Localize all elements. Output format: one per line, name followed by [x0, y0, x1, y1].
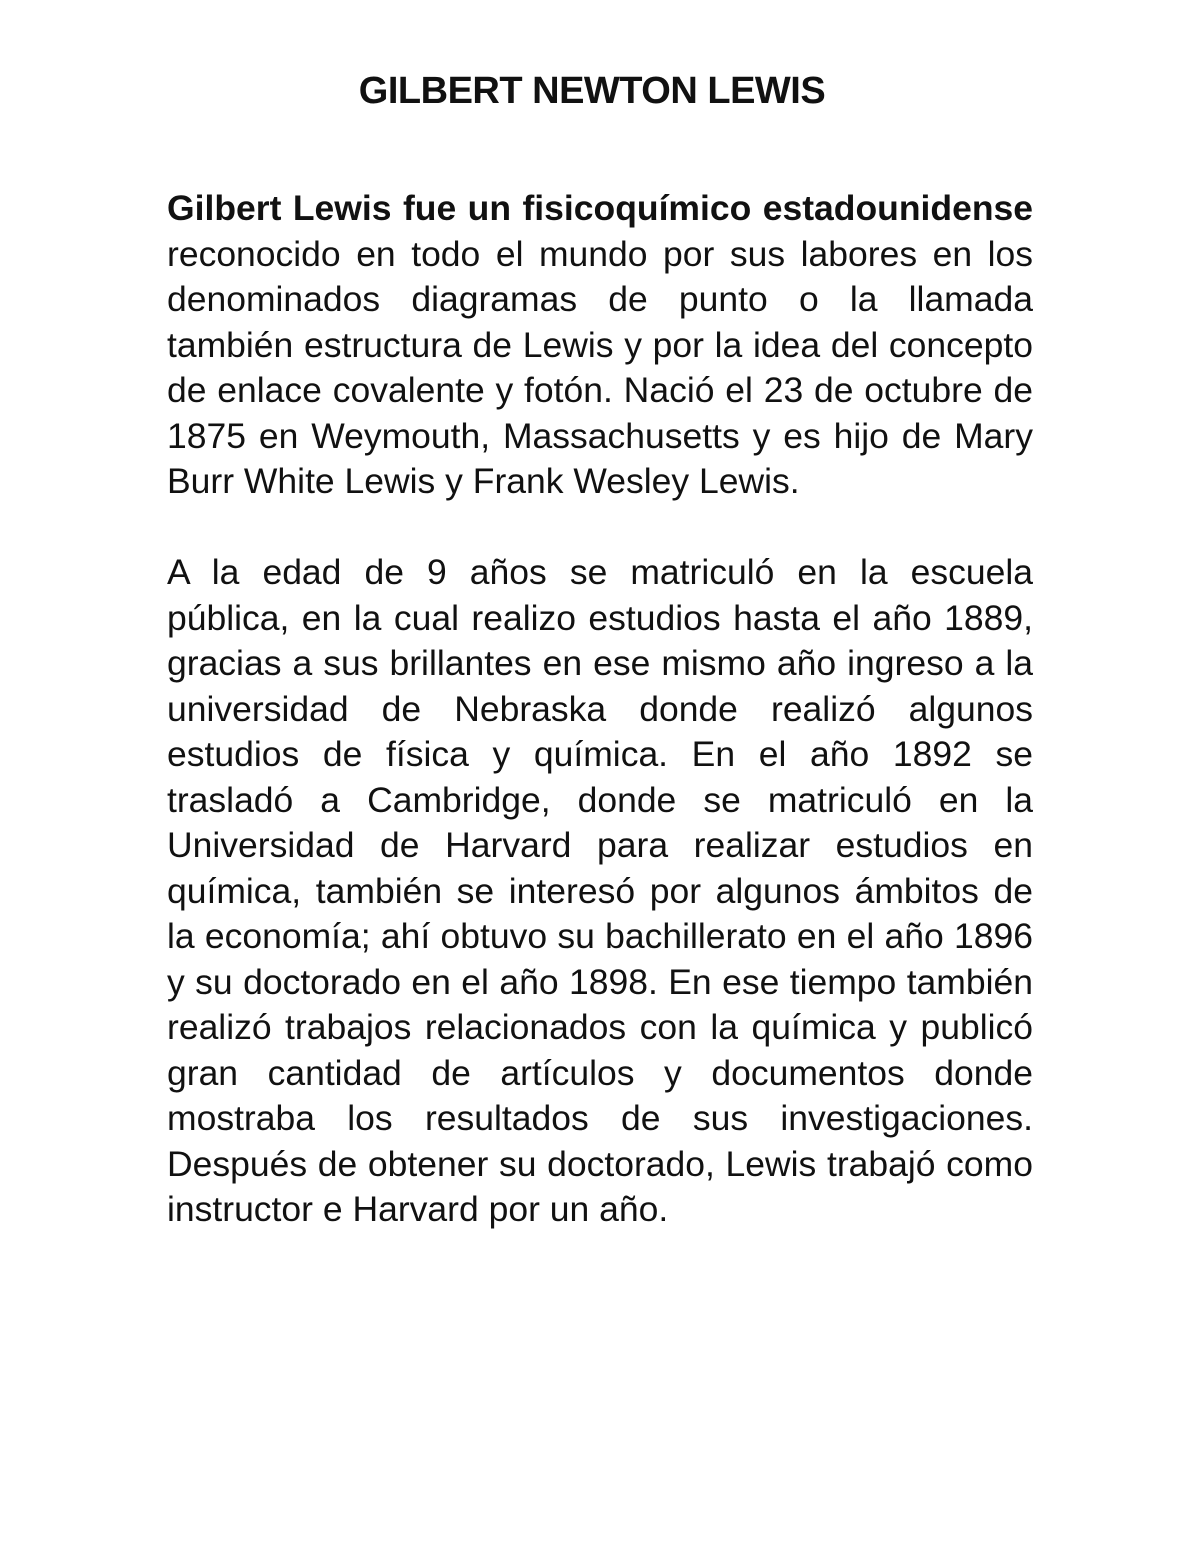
intro-bold-lead: Gilbert Lewis fue un fisicoquímico estadounidense — [167, 188, 1033, 228]
intro-text: reconocido en todo el mundo por sus labores en los denominados diagramas de punto o la llamada también estructura de Lewis y por la idea del concepto de enlace covalente y fotón. Nació el 23 de octubre de 1875 en Weymouth, Massachusetts y es hijo de Mary Burr White Lewis y Frank Wesley Lewis. — [167, 233, 1033, 501]
paragraph-intro — [167, 186, 1033, 505]
document-title: GILBERT NEWTON LEWIS — [358, 70, 826, 112]
paragraph-education: A la edad de 9 años se matriculó en la escuela pública, en la cual realizo estudios hasta el año 1889, gracias a sus brillantes en ese mismo año ingreso a la universidad de Nebraska donde realizó algunos estudios de física y química. En el año 1892 se trasladó a Cambridge, donde se matriculó en la Universidad de Harvard para realizar estudios en química, también se interesó por algunos ámbitos de la economía; ahí obtuvo su bachillerato en el año 1896 y su doctorado en el año 1898. En ese tiempo también realizó trabajos relacionados con la química y publicó gran cantidad de artículos y documentos donde mostraba los resultados de sus investigaciones. Después de obtener su doctorado, Lewis trabajó como instructor e Harvard por un año. — [167, 552, 1033, 1229]
document-body — [167, 186, 1033, 1233]
